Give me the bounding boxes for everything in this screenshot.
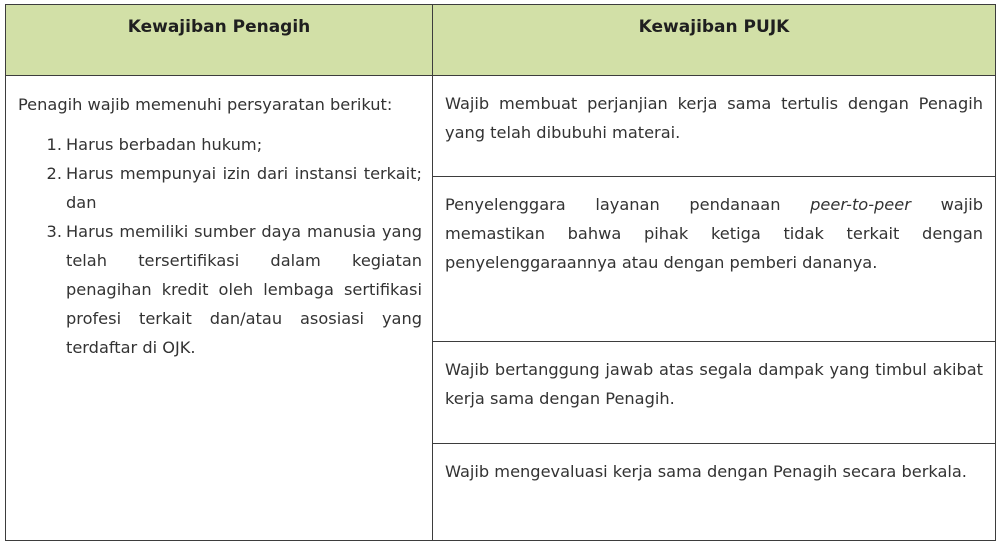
pujk-obligation-cell (433, 342, 996, 443)
list-number: 1. (46, 135, 62, 154)
pujk-text-emphasis: peer-to-peer (810, 195, 911, 215)
pujk-obligation-text: Wajib mengevaluasi kerja sama dengan Penagih secara berkala. (445, 461, 967, 481)
pujk-obligation-cell (433, 443, 996, 540)
obligations-table (5, 4, 996, 541)
list-text: Harus memiliki sumber daya manusia yang telah tersertifikasi dalam kegiatan penagihan kredit oleh lembaga sertifikasi profesi terkait dan/atau asosiasi yang terdaftar di OJK. (66, 222, 422, 357)
list-text: Harus mempunyai izin dari instansi terkait; dan (66, 164, 422, 212)
list-number: 2. (46, 164, 62, 183)
pujk-obligation-text: Wajib membuat perjanjian kerja sama tertulis dengan Penagih yang telah dibubuhi materai. (445, 94, 983, 142)
list-text: Harus berbadan hukum; (66, 135, 263, 154)
pujk-obligation-cell (433, 177, 996, 342)
list-item (18, 217, 422, 362)
list-number: 3. (46, 222, 62, 241)
header-row (6, 5, 996, 76)
penagih-intro-text: Penagih wajib memenuhi persyaratan berikut: (18, 95, 393, 114)
list-item (18, 159, 422, 217)
list-item (18, 130, 422, 159)
header-penagih: Kewajiban Penagih (6, 5, 433, 76)
pujk-text-part: Penyelenggara layanan pendanaan (445, 195, 811, 215)
penagih-obligations-cell (6, 76, 433, 541)
header-pujk: Kewajiban PUJK (433, 5, 996, 76)
pujk-obligation-cell (433, 76, 996, 177)
requirements-list (18, 130, 422, 362)
pujk-obligation-text (445, 190, 983, 277)
table-row (6, 76, 996, 177)
pujk-text-part: wajib memastikan bahwa pihak ketiga tidak terkait dengan penyelenggaraannya atau dengan pemberi dananya. (445, 195, 983, 273)
pujk-obligation-text: Wajib bertanggung jawab atas segala dampak yang timbul akibat kerja sama dengan Penagih. (445, 360, 983, 409)
